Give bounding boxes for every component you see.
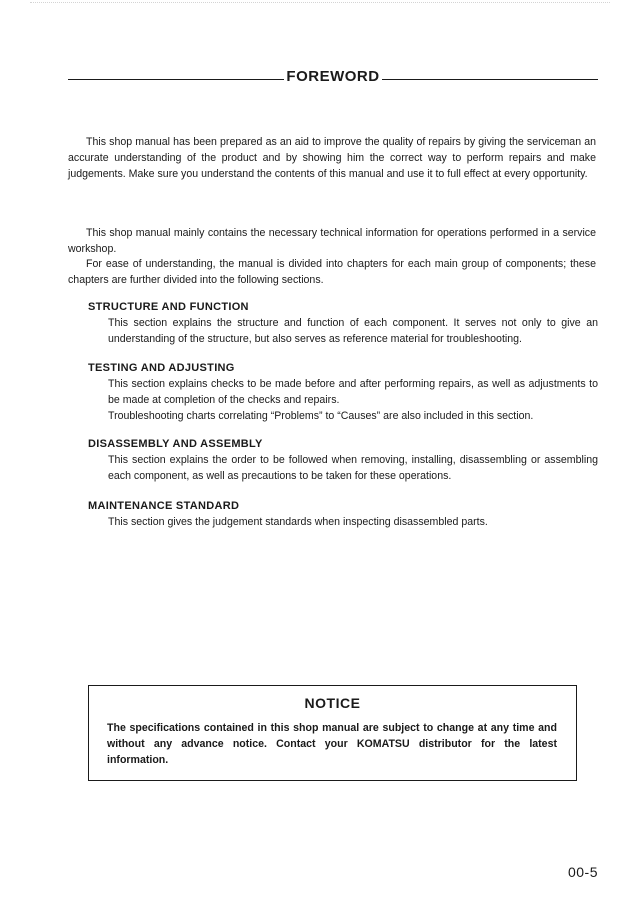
section-body: This section gives the judgement standards when inspecting disassembled parts. [108,516,488,528]
notice-box [88,685,577,781]
section-body-troubleshooting: Troubleshooting charts correlating “Problems” to “Causes” are also included in this section. [108,410,534,422]
section-maintenance-standard [88,499,598,530]
intro-paragraph-purpose-text: This shop manual has been prepared as an aid to improve the quality of repairs by giving the serviceman an accurate understanding of the product and by showing him the correct way to perform repairs and make judgements. Make sure you understand the contents of this manual and use it to full effect at every opportunity. [68,136,596,180]
notice-title: NOTICE [304,695,361,711]
section-title: DISASSEMBLY AND ASSEMBLY [88,438,263,450]
section-testing-and-adjusting [88,361,598,424]
page-number: 00-5 [567,864,598,880]
section-title: MAINTENANCE STANDARD [88,500,240,512]
page-title: FOREWORD [286,67,380,85]
section-body: This section explains checks to be made before and after performing repairs, as well as adjustments to be made at completion of the checks and repairs. [108,378,598,406]
section-disassembly-and-assembly [88,437,598,484]
intro-paragraph-purpose [68,134,596,182]
foreword-heading [68,66,598,86]
scan-artifact-line [30,2,610,7]
notice-text: The specifications contained in this shop manual are subject to change at any time and without any advance notice. Contact your KOMATSU distributor for the latest information. [107,722,557,766]
section-structure-and-function [88,300,598,347]
intro-paragraph-organization [68,256,596,288]
section-title: STRUCTURE AND FUNCTION [88,301,249,313]
intro-paragraph-contents-text: This shop manual mainly contains the necessary technical information for operations performed in a service workshop. [68,227,596,255]
heading-rule-left [68,79,284,80]
section-title: TESTING AND ADJUSTING [88,362,235,374]
intro-paragraph-contents [68,225,596,257]
section-body: This section explains the order to be followed when removing, installing, disassembling or assembling each component, as well as precautions to be taken for these operations. [108,454,598,482]
section-body: This section explains the structure and function of each component. It serves not only to give an understanding of the structure, but also serves as reference material for troubleshooting. [108,317,598,345]
intro-paragraph-organization-text: For ease of understanding, the manual is divided into chapters for each main group of components; these chapters are further divided into the following sections. [68,258,596,286]
heading-rule-right [382,79,598,80]
